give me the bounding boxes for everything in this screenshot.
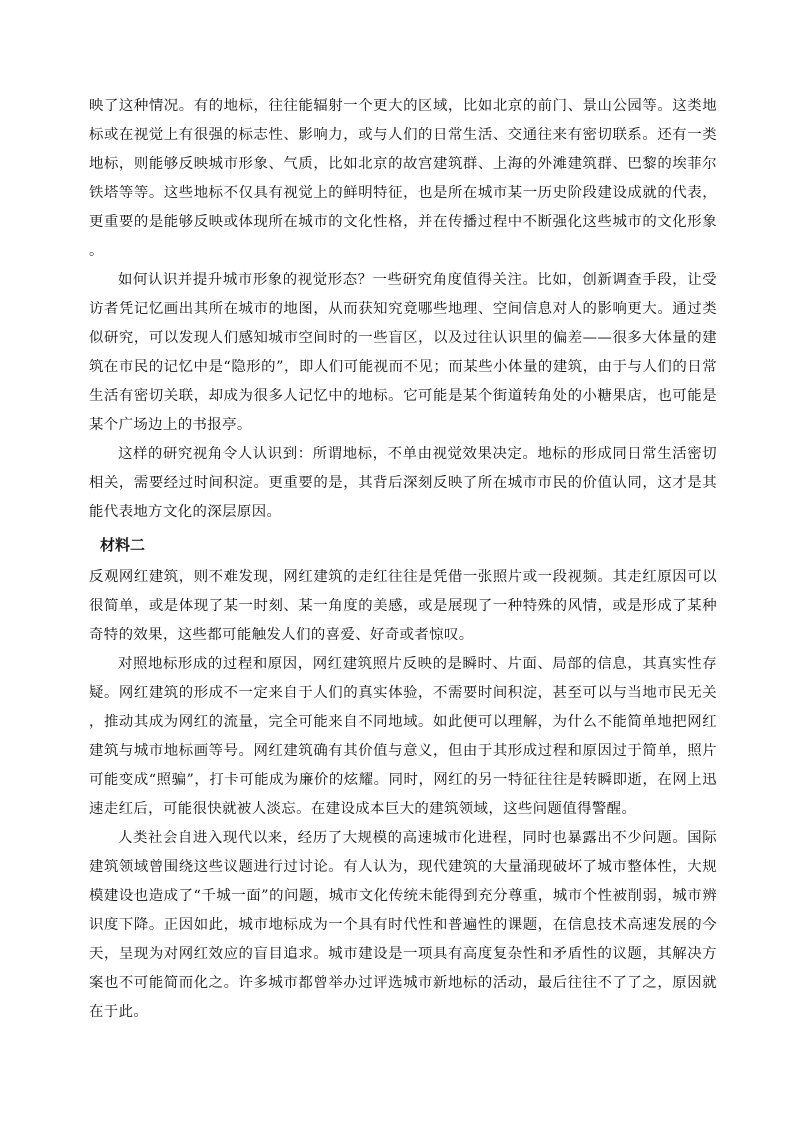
paragraph-visual-form-research: 如何认识并提升城市形象的视觉形态？一些研究角度值得关注。比如，创新调查手段，让受访者凭记忆画出其所在城市的地图，从而获知究竟哪些地理、空间信息对人的影响更大。通过类似研究，可以发现人们感知城市空间时的一些盲区，以及过往认识里的偏差——很多大体量的建筑在市民的记忆中是“隐形的”，即人们可能视而不见；而某些小体量的建筑，由于与人们的日常生活有密切关联，却成为很多人记忆中的地标。它可能是某个街道转角处的小糖果店，也可能是某个广场边上的书报亭。 [89, 272, 717, 433]
section-heading-material-two: 材料二 [100, 536, 146, 554]
paragraph-internet-famous-buildings: 反观网红建筑，则不难发现，网红建筑的走红往往是凭借一张照片或一段视频。其走红原因可以很简单，或是体现了某一时刻、某一角度的美感，或是展现了一种特殊的风情，或是形成了某种奇特的效果，这些都可能触发人们的喜爱、好奇或者惊叹。 [89, 569, 717, 643]
paragraph-urbanization-issues: 人类社会自进入现代以来，经历了大规模的高速城市化进程，同时也暴露出不少问题。国际建筑领域曾围绕这些议题进行过讨论。有人认为，现代建筑的大量涌现破坏了城市整体性，大规模建设也造成了“千城一面”的问题，城市文化传统未能得到充分尊重，城市个性被削弱，城市辨识度下降。正因如此，城市地标成为一个具有时代性和普遍性的课题，在信息技术高速发展的今天，呈现为对网红效应的盲目追求。城市建设是一项具有高度复杂性和矛盾性的议题，其解决方案也不可能简而化之。许多城市都曾举办过评选城市新地标的活动，最后往往不了了之，原因就在于此。 [89, 830, 717, 1020]
paragraph-landmark-types: 映了这种情况。有的地标，往往能辐射一个更大的区域，比如北京的前门、景山公园等。这类地标或在视觉上有很强的标志性、影响力，或与人们的日常生活、交通往来有密切联系。还有一类地标，则能够反映城市形象、气质，比如北京的故宫建筑群、上海的外滩建筑群、巴黎的埃菲尔铁塔等等。这些地标不仅具有视觉上的鲜明特征，也是所在城市某一历史阶段建设成就的代表，更重要的是能够反映或体现所在城市的文化性格，并在传播过程中不断强化这些城市的文化形象。 [89, 98, 717, 259]
document-page [89, 92, 717, 1027]
paragraph-comparison-with-landmarks: 对照地标形成的过程和原因，网红建筑照片反映的是瞬时、片面、局部的信息，其真实性存疑。网红建筑的形成不一定来自于人们的真实体验，不需要时间积淀，甚至可以与当地市民无关，推动其成为网红的流量，完全可能来自不同地域。如此便可以理解，为什么不能简单地把网红建筑与城市地标画等号。网红建筑确有其价值与意义，但由于其形成过程和原因过于简单，照片可能变成“照骗”，打卡可能成为廉价的炫耀。同时，网红的另一特征往往是转瞬即逝，在网上迅速走红后，可能很快就被人淡忘。在建设成本巨大的建筑领域，这些问题值得警醒。 [89, 656, 717, 817]
paragraph-research-insight: 这样的研究视角令人认识到：所谓地标，不单由视觉效果决定。地标的形成同日常生活密切相关，需要经过时间积淀。更重要的是，其背后深刻反映了所在城市市民的价值认同，这才是其能代表地方文化的深层原因。 [89, 446, 717, 520]
